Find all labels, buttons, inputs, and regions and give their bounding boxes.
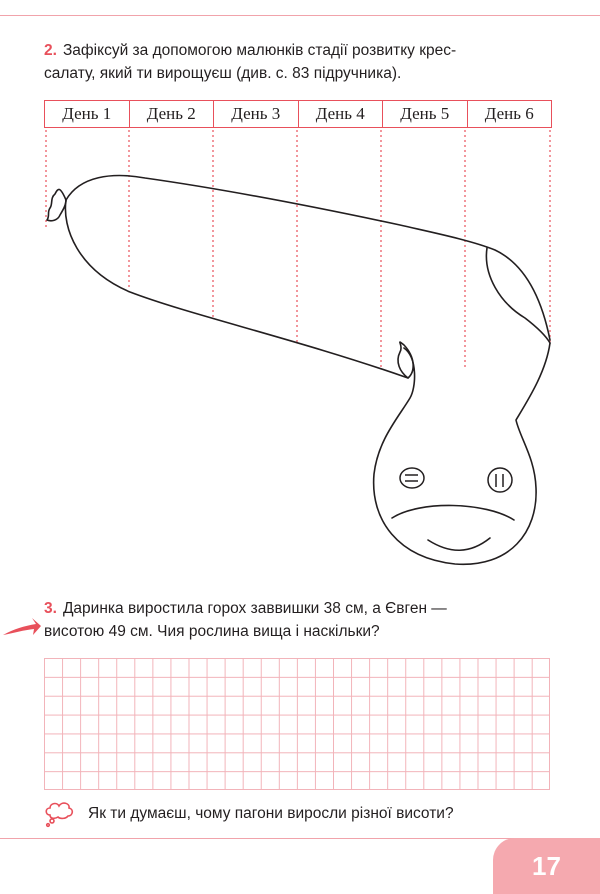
task-3-text: Даринка виростила горох заввишки 38 см, а Євген — висотою 49 см. Чия рослина вища і наскільки? (44, 600, 447, 640)
stem-top-edge (66, 176, 550, 340)
day-6-cell: День 6 (484, 104, 534, 123)
question-text: Як ти думаєш, чому пагони виросли різної висоти? (88, 805, 454, 822)
thought-cloud-icon (44, 800, 74, 828)
sprout-outline (47, 176, 550, 565)
right-eye (488, 468, 512, 492)
task-3-number: 3. (44, 600, 57, 617)
answer-grid[interactable] (44, 658, 550, 790)
day-2-cell: День 2 (130, 101, 215, 127)
task-2 (44, 39, 554, 85)
page-number-tab (493, 838, 600, 894)
face-chin (392, 505, 514, 520)
days-table-header (44, 100, 552, 128)
day-3-cell: День 3 (214, 101, 299, 127)
growth-drawing-area (0, 128, 600, 568)
page-number: 17 (532, 850, 561, 881)
left-eye (400, 468, 424, 488)
top-rule (0, 0, 600, 16)
day-divider-lines (46, 130, 550, 370)
face-smile (428, 538, 490, 550)
seed-husk (47, 189, 66, 220)
day-5-cell: День 5 (383, 101, 468, 127)
day-4-cell: День 4 (299, 101, 384, 127)
pointer-arrow-icon (2, 615, 42, 641)
head-body (374, 343, 550, 564)
day-1-cell: День 1 (45, 101, 130, 127)
task-2-text: Зафіксуй за допомогою малюнків стадії розвитку крес- салату, який ти вирощуєш (див. с. 83 підручника). (44, 42, 457, 82)
leaf-curve (486, 248, 550, 343)
stem-bottom-edge (65, 200, 408, 378)
head-outline (398, 342, 413, 378)
task-3 (44, 597, 554, 643)
face-eyes (400, 468, 512, 492)
task-2-number: 2. (44, 42, 57, 59)
thinking-question (44, 800, 454, 828)
